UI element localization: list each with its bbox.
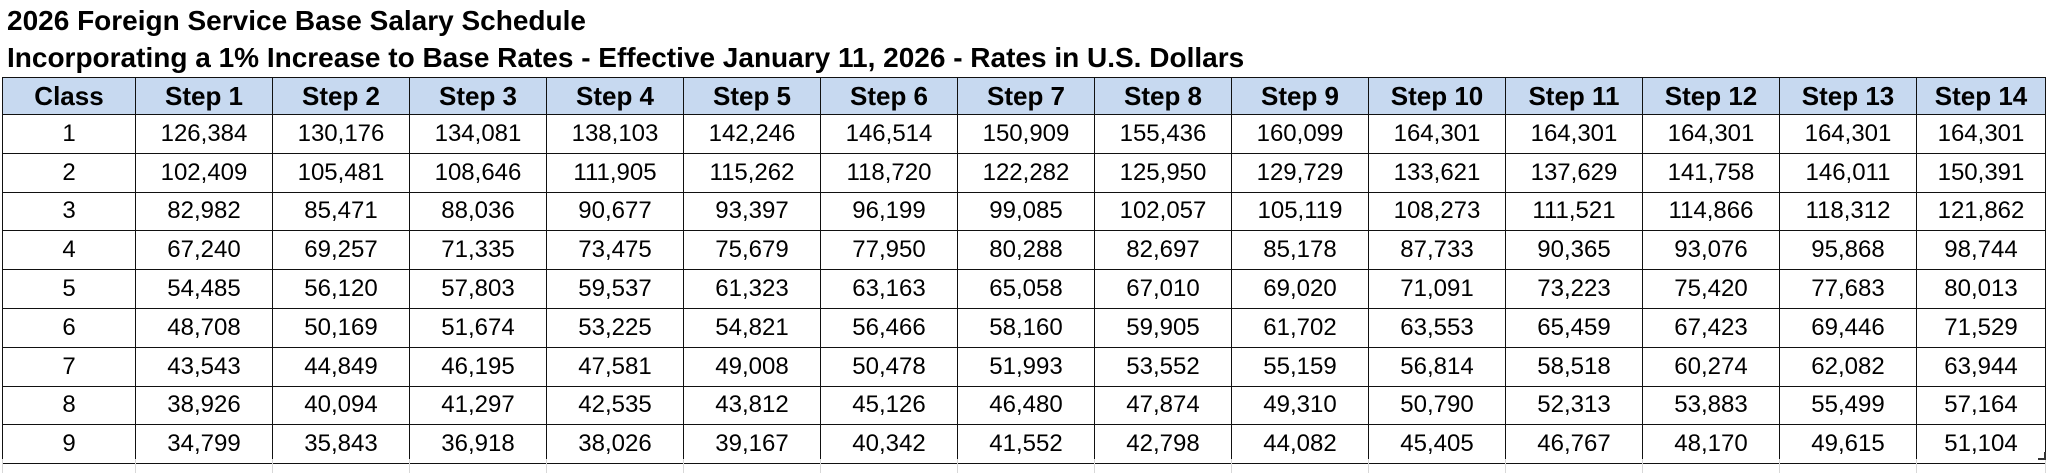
salary-cell[interactable]: 61,702 [1232, 308, 1369, 347]
salary-cell[interactable]: 52,313 [1506, 386, 1643, 425]
salary-cell[interactable]: 34,799 [136, 425, 273, 464]
salary-cell[interactable]: 41,297 [410, 386, 547, 425]
salary-cell[interactable]: 77,683 [1780, 270, 1917, 309]
table-row [3, 308, 2046, 347]
salary-cell[interactable]: 40,094 [273, 386, 410, 425]
salary-cell[interactable]: 82,982 [136, 192, 273, 231]
salary-cell[interactable]: 164,301 [1780, 115, 1917, 154]
salary-cell[interactable]: 40,342 [821, 425, 958, 464]
salary-cell[interactable]: 42,798 [1095, 425, 1232, 464]
salary-cell[interactable]: 122,282 [958, 153, 1095, 192]
gridline [2, 459, 3, 473]
class-cell[interactable]: 3 [3, 192, 136, 231]
salary-cell[interactable]: 53,883 [1643, 386, 1780, 425]
table-body [3, 115, 2046, 464]
salary-cell[interactable]: 134,081 [410, 115, 547, 154]
salary-cell[interactable]: 49,310 [1232, 386, 1369, 425]
salary-cell[interactable]: 133,621 [1369, 153, 1506, 192]
table-row [3, 115, 2046, 154]
salary-cell[interactable]: 96,199 [821, 192, 958, 231]
column-header[interactable]: Step 1 [136, 78, 273, 115]
table-row [3, 347, 2046, 386]
gridline [546, 459, 547, 473]
salary-cell[interactable]: 45,126 [821, 386, 958, 425]
salary-cell[interactable]: 55,159 [1232, 347, 1369, 386]
salary-cell[interactable]: 38,926 [136, 386, 273, 425]
salary-cell[interactable]: 155,436 [1095, 115, 1232, 154]
salary-cell[interactable]: 75,679 [684, 231, 821, 270]
gridline [272, 459, 273, 473]
salary-cell[interactable]: 53,225 [547, 308, 684, 347]
salary-cell[interactable]: 126,384 [136, 115, 273, 154]
gridline [820, 459, 821, 473]
salary-cell[interactable]: 115,262 [684, 153, 821, 192]
class-cell[interactable]: 5 [3, 270, 136, 309]
table-row [3, 386, 2046, 425]
gridline [1505, 459, 1506, 473]
salary-cell[interactable]: 108,646 [410, 153, 547, 192]
salary-cell[interactable]: 129,729 [1232, 153, 1369, 192]
column-header[interactable]: Step 4 [547, 78, 684, 115]
salary-cell[interactable]: 88,036 [410, 192, 547, 231]
salary-cell[interactable]: 93,397 [684, 192, 821, 231]
salary-cell[interactable]: 56,814 [1369, 347, 1506, 386]
salary-cell[interactable]: 51,104 [1917, 425, 2046, 464]
salary-cell[interactable]: 56,466 [821, 308, 958, 347]
salary-cell[interactable]: 56,120 [273, 270, 410, 309]
table-header-row [3, 78, 2046, 115]
salary-cell[interactable]: 146,011 [1780, 153, 1917, 192]
salary-cell[interactable]: 48,170 [1643, 425, 1780, 464]
salary-cell[interactable]: 80,288 [958, 231, 1095, 270]
salary-table [2, 77, 2046, 464]
salary-cell[interactable]: 39,167 [684, 425, 821, 464]
salary-cell[interactable]: 102,409 [136, 153, 273, 192]
salary-cell[interactable]: 160,099 [1232, 115, 1369, 154]
salary-cell[interactable]: 54,485 [136, 270, 273, 309]
salary-cell[interactable]: 51,993 [958, 347, 1095, 386]
salary-cell[interactable]: 73,475 [547, 231, 684, 270]
salary-cell[interactable]: 49,008 [684, 347, 821, 386]
class-cell[interactable]: 4 [3, 231, 136, 270]
table-row [3, 425, 2046, 464]
salary-cell[interactable]: 71,335 [410, 231, 547, 270]
salary-cell[interactable]: 105,119 [1232, 192, 1369, 231]
gridline [409, 459, 410, 473]
salary-cell[interactable]: 47,874 [1095, 386, 1232, 425]
salary-cell[interactable]: 138,103 [547, 115, 684, 154]
salary-cell[interactable]: 69,257 [273, 231, 410, 270]
salary-cell[interactable]: 67,240 [136, 231, 273, 270]
column-header[interactable]: Step 8 [1095, 78, 1232, 115]
salary-cell[interactable]: 114,866 [1643, 192, 1780, 231]
page-subtitle: Incorporating a 1% Increase to Base Rates - Effective January 11, 2026 - Rates in U.S. Dollars [7, 42, 1245, 73]
salary-cell[interactable]: 38,026 [547, 425, 684, 464]
salary-cell[interactable]: 85,178 [1232, 231, 1369, 270]
salary-cell[interactable]: 118,720 [821, 153, 958, 192]
salary-cell[interactable]: 118,312 [1780, 192, 1917, 231]
gridline [2045, 459, 2046, 473]
table-row [3, 231, 2046, 270]
salary-cell[interactable]: 60,274 [1643, 347, 1780, 386]
salary-cell[interactable]: 59,537 [547, 270, 684, 309]
salary-cell[interactable]: 142,246 [684, 115, 821, 154]
gridline [135, 459, 136, 473]
salary-cell[interactable]: 54,821 [684, 308, 821, 347]
gridline [1916, 459, 1917, 473]
salary-cell[interactable]: 59,905 [1095, 308, 1232, 347]
salary-cell[interactable]: 62,082 [1780, 347, 1917, 386]
salary-table-container [2, 77, 2045, 464]
gridline [1094, 459, 1095, 473]
class-cell[interactable]: 8 [3, 386, 136, 425]
salary-cell[interactable]: 125,950 [1095, 153, 1232, 192]
salary-cell[interactable]: 55,499 [1780, 386, 1917, 425]
salary-cell[interactable]: 164,301 [1643, 115, 1780, 154]
salary-cell[interactable]: 43,543 [136, 347, 273, 386]
salary-cell[interactable]: 50,790 [1369, 386, 1506, 425]
salary-cell[interactable]: 63,944 [1917, 347, 2046, 386]
salary-cell[interactable]: 53,552 [1095, 347, 1232, 386]
salary-cell[interactable]: 45,405 [1369, 425, 1506, 464]
salary-cell[interactable]: 99,085 [958, 192, 1095, 231]
resize-handle-icon[interactable] [2038, 452, 2046, 460]
column-header[interactable]: Class [3, 78, 136, 115]
salary-cell[interactable]: 141,758 [1643, 153, 1780, 192]
salary-cell[interactable]: 63,163 [821, 270, 958, 309]
salary-cell[interactable]: 108,273 [1369, 192, 1506, 231]
salary-cell[interactable]: 67,423 [1643, 308, 1780, 347]
salary-cell[interactable]: 164,301 [1917, 115, 2046, 154]
salary-cell[interactable]: 85,471 [273, 192, 410, 231]
salary-cell[interactable]: 65,058 [958, 270, 1095, 309]
salary-cell[interactable]: 44,082 [1232, 425, 1369, 464]
salary-cell[interactable]: 57,803 [410, 270, 547, 309]
salary-cell[interactable]: 51,674 [410, 308, 547, 347]
salary-cell[interactable]: 46,480 [958, 386, 1095, 425]
salary-cell[interactable]: 98,744 [1917, 231, 2046, 270]
class-cell[interactable]: 1 [3, 115, 136, 154]
class-cell[interactable]: 6 [3, 308, 136, 347]
salary-cell[interactable]: 121,862 [1917, 192, 2046, 231]
salary-cell[interactable]: 130,176 [273, 115, 410, 154]
salary-cell[interactable]: 41,552 [958, 425, 1095, 464]
salary-cell[interactable]: 102,057 [1095, 192, 1232, 231]
salary-cell[interactable]: 46,195 [410, 347, 547, 386]
salary-cell[interactable]: 50,169 [273, 308, 410, 347]
class-cell[interactable]: 9 [3, 425, 136, 464]
salary-cell[interactable]: 35,843 [273, 425, 410, 464]
column-header[interactable]: Step 12 [1643, 78, 1780, 115]
salary-cell[interactable]: 93,076 [1643, 231, 1780, 270]
salary-cell[interactable]: 61,323 [684, 270, 821, 309]
salary-cell[interactable]: 146,514 [821, 115, 958, 154]
salary-cell[interactable]: 95,868 [1780, 231, 1917, 270]
column-header[interactable]: Step 11 [1506, 78, 1643, 115]
salary-cell[interactable]: 43,812 [684, 386, 821, 425]
column-header[interactable]: Step 5 [684, 78, 821, 115]
gridline [683, 459, 684, 473]
table-row [3, 270, 2046, 309]
salary-cell[interactable]: 77,950 [821, 231, 958, 270]
salary-cell[interactable]: 69,020 [1232, 270, 1369, 309]
salary-cell[interactable]: 71,091 [1369, 270, 1506, 309]
salary-cell[interactable]: 69,446 [1780, 308, 1917, 347]
salary-cell[interactable]: 50,478 [821, 347, 958, 386]
table-row [3, 153, 2046, 192]
gridline [1642, 459, 1643, 473]
salary-cell[interactable]: 82,697 [1095, 231, 1232, 270]
column-header[interactable]: Step 9 [1232, 78, 1369, 115]
salary-cell[interactable]: 111,905 [547, 153, 684, 192]
gridline [1231, 459, 1232, 473]
salary-cell[interactable]: 46,767 [1506, 425, 1643, 464]
gridline [1368, 459, 1369, 473]
salary-cell[interactable]: 80,013 [1917, 270, 2046, 309]
column-header[interactable]: Step 7 [958, 78, 1095, 115]
column-header[interactable]: Step 10 [1369, 78, 1506, 115]
class-cell[interactable]: 7 [3, 347, 136, 386]
salary-cell[interactable]: 58,518 [1506, 347, 1643, 386]
salary-cell[interactable]: 164,301 [1506, 115, 1643, 154]
salary-cell[interactable]: 150,909 [958, 115, 1095, 154]
salary-cell[interactable]: 48,708 [136, 308, 273, 347]
salary-cell[interactable]: 75,420 [1643, 270, 1780, 309]
salary-cell[interactable]: 90,365 [1506, 231, 1643, 270]
salary-cell[interactable]: 73,223 [1506, 270, 1643, 309]
column-header[interactable]: Step 13 [1780, 78, 1917, 115]
column-header[interactable]: Step 6 [821, 78, 958, 115]
gridline [957, 459, 958, 473]
salary-cell[interactable]: 57,164 [1917, 386, 2046, 425]
gridline [1779, 459, 1780, 473]
salary-cell[interactable]: 111,521 [1506, 192, 1643, 231]
salary-cell[interactable]: 65,459 [1506, 308, 1643, 347]
table-row [3, 192, 2046, 231]
class-cell[interactable]: 2 [3, 153, 136, 192]
salary-cell[interactable]: 63,553 [1369, 308, 1506, 347]
salary-cell[interactable]: 42,535 [547, 386, 684, 425]
salary-cell[interactable]: 164,301 [1369, 115, 1506, 154]
salary-cell[interactable]: 67,010 [1095, 270, 1232, 309]
salary-cell[interactable]: 47,581 [547, 347, 684, 386]
page-title: 2026 Foreign Service Base Salary Schedule [7, 5, 586, 36]
sheet-gridlines [0, 459, 2048, 473]
salary-cell[interactable]: 71,529 [1917, 308, 2046, 347]
salary-cell[interactable]: 36,918 [410, 425, 547, 464]
salary-cell[interactable]: 105,481 [273, 153, 410, 192]
column-header[interactable]: Step 14 [1917, 78, 2046, 115]
salary-cell[interactable]: 87,733 [1369, 231, 1506, 270]
column-header[interactable]: Step 3 [410, 78, 547, 115]
salary-cell[interactable]: 150,391 [1917, 153, 2046, 192]
salary-cell[interactable]: 58,160 [958, 308, 1095, 347]
salary-cell[interactable]: 137,629 [1506, 153, 1643, 192]
column-header[interactable]: Step 2 [273, 78, 410, 115]
salary-cell[interactable]: 44,849 [273, 347, 410, 386]
salary-cell[interactable]: 49,615 [1780, 425, 1917, 464]
salary-cell[interactable]: 90,677 [547, 192, 684, 231]
